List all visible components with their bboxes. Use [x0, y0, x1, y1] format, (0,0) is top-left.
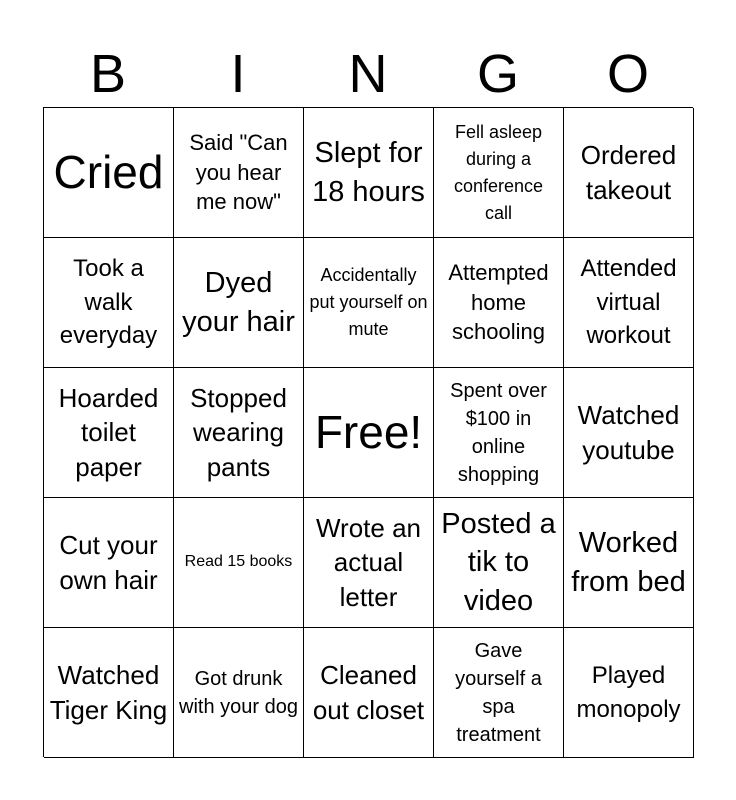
bingo-cell[interactable]: Got drunk with your dog: [174, 628, 304, 758]
bingo-cell[interactable]: Watched youtube: [564, 368, 694, 498]
bingo-cell[interactable]: Ordered takeout: [564, 108, 694, 238]
bingo-cell[interactable]: Stopped wearing pants: [174, 368, 304, 498]
bingo-board: [43, 107, 693, 757]
bingo-cell[interactable]: Hoarded toilet paper: [44, 368, 174, 498]
bingo-cell[interactable]: Fell asleep during a conference call: [434, 108, 564, 238]
bingo-cell[interactable]: Slept for 18 hours: [304, 108, 434, 238]
bingo-cell[interactable]: Accidentally put yourself on mute: [304, 238, 434, 368]
bingo-cell[interactable]: Took a walk everyday: [44, 238, 174, 368]
bingo-cell[interactable]: Attempted home schooling: [434, 238, 564, 368]
bingo-cell[interactable]: Worked from bed: [564, 498, 694, 628]
bingo-cell[interactable]: Dyed your hair: [174, 238, 304, 368]
header-letter-g: G: [476, 44, 519, 104]
header-letter-i: I: [230, 44, 246, 104]
bingo-cell-free[interactable]: Free!: [304, 368, 434, 498]
bingo-header: [43, 44, 693, 104]
bingo-cell[interactable]: Cried: [44, 108, 174, 238]
bingo-cell[interactable]: Cleaned out closet: [304, 628, 434, 758]
bingo-cell[interactable]: Wrote an actual letter: [304, 498, 434, 628]
bingo-cell[interactable]: Posted a tik to video: [434, 498, 564, 628]
bingo-cell[interactable]: Played monopoly: [564, 628, 694, 758]
header-letter-n: N: [348, 44, 388, 104]
bingo-cell[interactable]: Spent over $100 in online shopping: [434, 368, 564, 498]
bingo-cell[interactable]: Attended virtual workout: [564, 238, 694, 368]
bingo-cell[interactable]: Read 15 books: [174, 498, 304, 628]
header-letter-o: O: [606, 44, 649, 104]
bingo-cell[interactable]: Cut your own hair: [44, 498, 174, 628]
bingo-cell[interactable]: Gave yourself a spa treatment: [434, 628, 564, 758]
header-letter-b: B: [89, 44, 127, 104]
bingo-cell[interactable]: Watched Tiger King: [44, 628, 174, 758]
bingo-cell[interactable]: Said "Can you hear me now": [174, 108, 304, 238]
